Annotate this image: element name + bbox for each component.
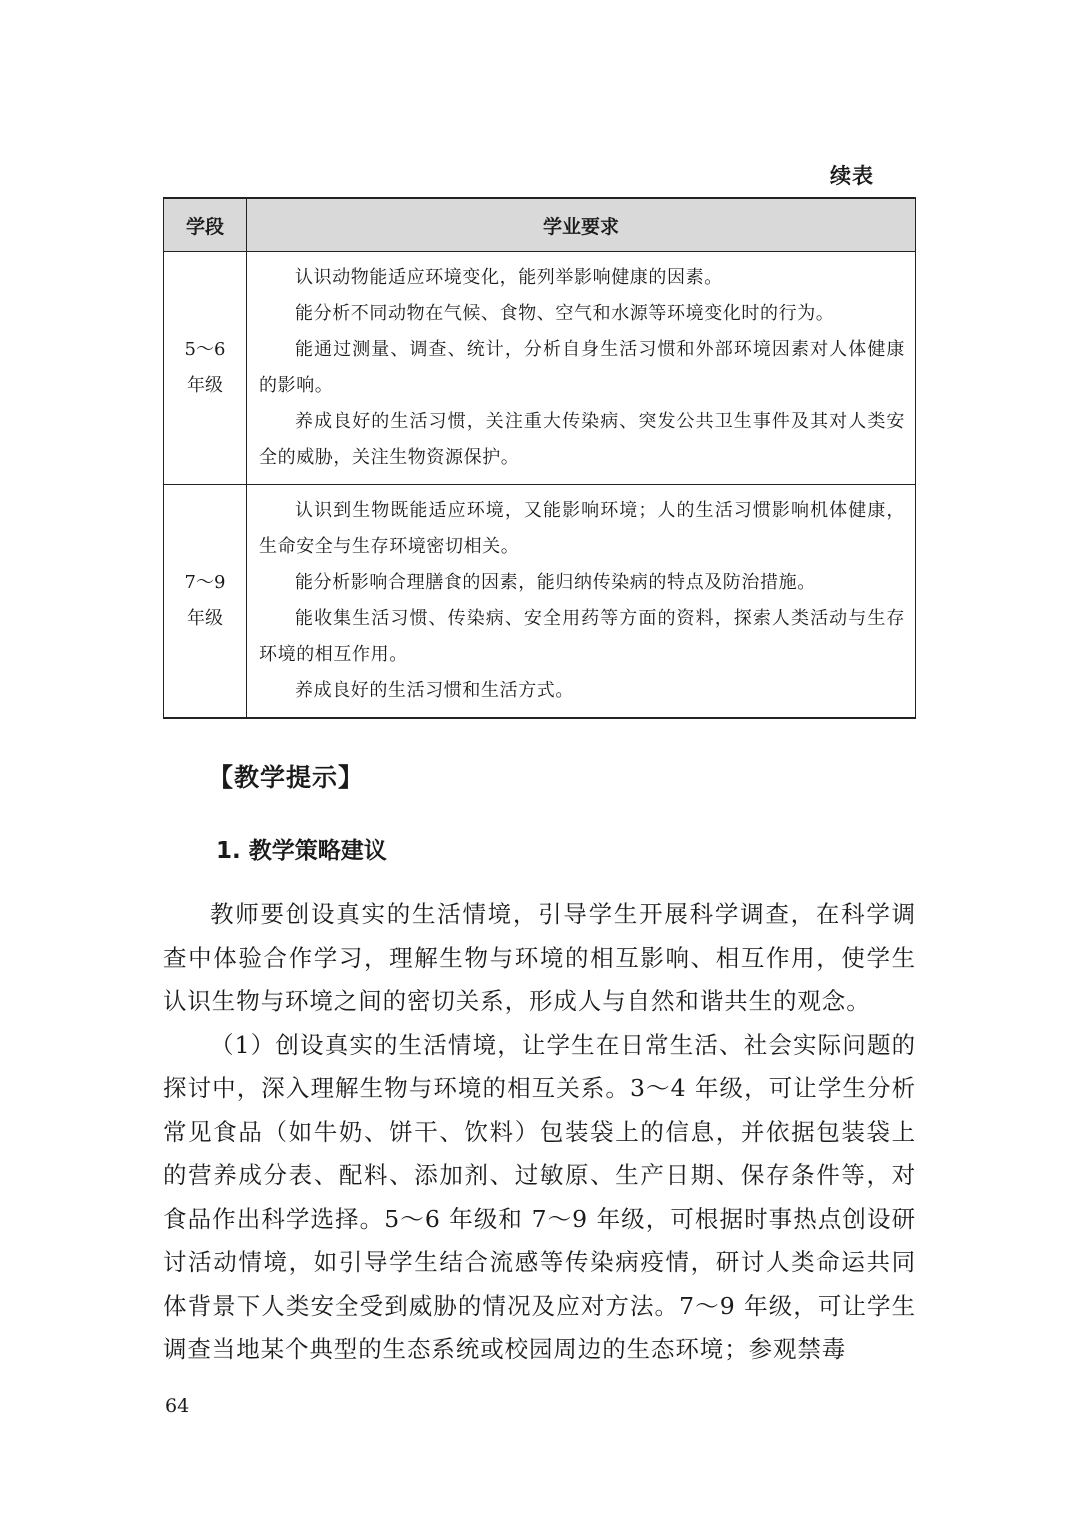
section-heading-teaching-tips: 【教学提示】	[208, 763, 365, 792]
paragraph: 教师要创设真实的生活情境，引导学生开展科学调查，在科学调查中体验合作学习，理解生物与环境的相互影响、相互作用，使学生认识生物与环境之间的密切关系，形成人与自然和谐共生的观念。	[163, 900, 916, 1015]
requirements-cell	[247, 252, 916, 485]
stage-suffix: 年级	[187, 375, 223, 396]
stage-cell	[164, 252, 247, 485]
requirement-item: 养成良好的生活习惯和生活方式。	[295, 680, 574, 701]
continued-table-label: 续表	[830, 164, 874, 188]
requirement-item: 能收集生活习惯、传染病、安全用药等方面的资料，探索人类活动与生存环境的相互作用。	[259, 608, 905, 665]
requirements-cell	[247, 485, 916, 719]
stage-range: 5～6	[184, 339, 226, 360]
requirement-item: 认识动物能适应环境变化，能列举影响健康的因素。	[295, 267, 723, 288]
stage-range: 7～9	[184, 572, 226, 593]
paragraph: （1）创设真实的生活情境，让学生在日常生活、社会实际问题的探讨中，深入理解生物与环境的相互关系。3～4 年级，可让学生分析常见食品（如牛奶、饼干、饮料）包装袋上的信息，并依据包装袋上的营养成分表、配料、添加剂、过敏原、生产日期、保存条件等，对食品作出科学选择。5～6 年级和 7～9 年级，可根据时事热点创设研讨活动情境，如引导学生结合流感等传染病疫情，研讨人类命运共同体背景下人类安全受到威胁的情况及应对方法。7～9 年级，可让学生调查当地某个典型的生态系统或校园周边的生态环境；参观禁毒	[163, 1030, 916, 1363]
table-row-grade-5-6	[164, 252, 916, 485]
requirement-item: 养成良好的生活习惯，关注重大传染病、突发公共卫生事件及其对人类安全的威胁，关注生物资源保护。	[259, 411, 905, 468]
requirement-item: 能分析不同动物在气候、食物、空气和水源等环境变化时的行为。	[295, 303, 835, 324]
header-requirements: 学业要求	[247, 198, 916, 252]
stage-suffix: 年级	[187, 608, 223, 629]
header-stage: 学段	[164, 198, 247, 252]
requirement-item: 能分析影响合理膳食的因素，能归纳传染病的特点及防治措施。	[295, 572, 816, 593]
table-header-row	[164, 198, 916, 252]
body-text	[163, 893, 916, 1372]
page-number: 64	[165, 1395, 190, 1417]
stage-cell	[164, 485, 247, 719]
requirement-item: 能通过测量、调查、统计，分析自身生活习惯和外部环境因素对人体健康的影响。	[259, 339, 905, 396]
requirement-item: 认识到生物既能适应环境，又能影响环境；人的生活习惯影响机体健康，生命安全与生存环境密切相关。	[259, 500, 905, 557]
academic-requirements-table	[163, 197, 916, 719]
table-row-grade-7-9	[164, 485, 916, 719]
sub-heading-strategy: 1. 教学策略建议	[216, 838, 387, 864]
